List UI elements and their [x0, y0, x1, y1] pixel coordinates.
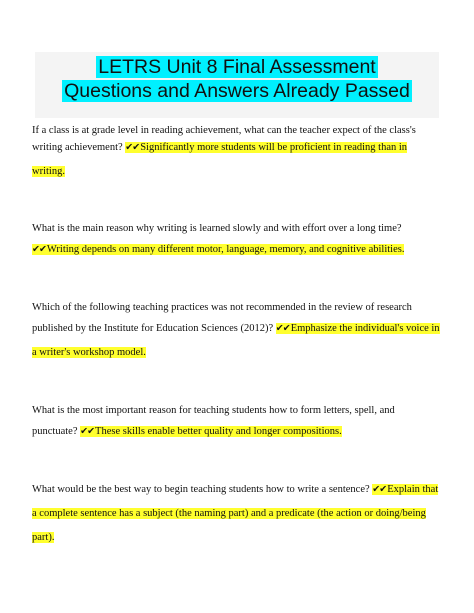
- q1-answer-line-2: Significantly more students will be proficient in reading than in: [140, 142, 408, 153]
- q2-answer: [32, 244, 404, 255]
- q1-answer: [125, 142, 407, 153]
- q3-question-line-1: Which of the following teaching practices was not recommended in the review of research: [32, 302, 412, 313]
- q4-answer: [80, 426, 342, 437]
- q2-question-line-1: What is the main reason why writing is learned slowly and with effort over a long time?: [32, 223, 402, 234]
- q3-answer-line-2: Emphasize the individual's voice in: [290, 323, 440, 334]
- q5-answer: [372, 484, 438, 495]
- q4-question-line-2: punctuate?: [32, 426, 81, 437]
- check-mark-icon: ✔✔: [275, 323, 290, 334]
- q2-line-2: [32, 243, 404, 257]
- q5-answer-line-3: part).: [32, 532, 55, 543]
- q5-answer-line-2: a complete sentence has a subject (the naming part) and a predicate (the action or doing/being: [32, 508, 426, 519]
- q3-answer-line-3: a writer's workshop model.: [32, 347, 146, 358]
- check-mark-icon: ✔✔: [125, 142, 140, 153]
- q3-answer: [276, 323, 440, 334]
- title-line-1: LETRS Unit 8 Final Assessment: [98, 56, 376, 78]
- q5-line-2: [32, 507, 426, 521]
- check-mark-icon: ✔✔: [372, 484, 387, 495]
- q4-answer-line-2: These skills enable better quality and longer compositions.: [95, 426, 342, 437]
- q1-answer-line-3: writing.: [32, 166, 65, 177]
- q2-answer-line-2: Writing depends on many different motor, language, memory, and cognitive abilities.: [46, 244, 405, 255]
- q4-question-line-1: What is the most important reason for teaching students how to form letters, spell, and: [32, 405, 395, 416]
- check-mark-icon: ✔✔: [80, 426, 95, 437]
- q5-question-line-1: What would be the best way to begin teaching students how to write a sentence?: [32, 484, 373, 495]
- q1-question-line-2: writing achievement?: [32, 142, 126, 153]
- title-line-2: Questions and Answers Already Passed: [64, 80, 410, 102]
- q1-line-3: [32, 165, 65, 179]
- check-mark-icon: ✔✔: [32, 244, 46, 255]
- q3-question-line-2: published by the Institute for Education Sciences (2012)?: [32, 323, 276, 334]
- q3-line-2: [32, 322, 440, 336]
- q5-line-1: [32, 483, 438, 497]
- document-title: [35, 52, 439, 118]
- q4-line-2: [32, 425, 342, 439]
- q1-question-line-1: If a class is at grade level in reading achievement, what can the teacher expect of the class's: [32, 125, 416, 136]
- q1-line-2: [32, 141, 407, 155]
- q5-line-3: [32, 531, 54, 545]
- q3-line-3: [32, 346, 146, 360]
- q5-answer-line-1: Explain that: [387, 484, 439, 495]
